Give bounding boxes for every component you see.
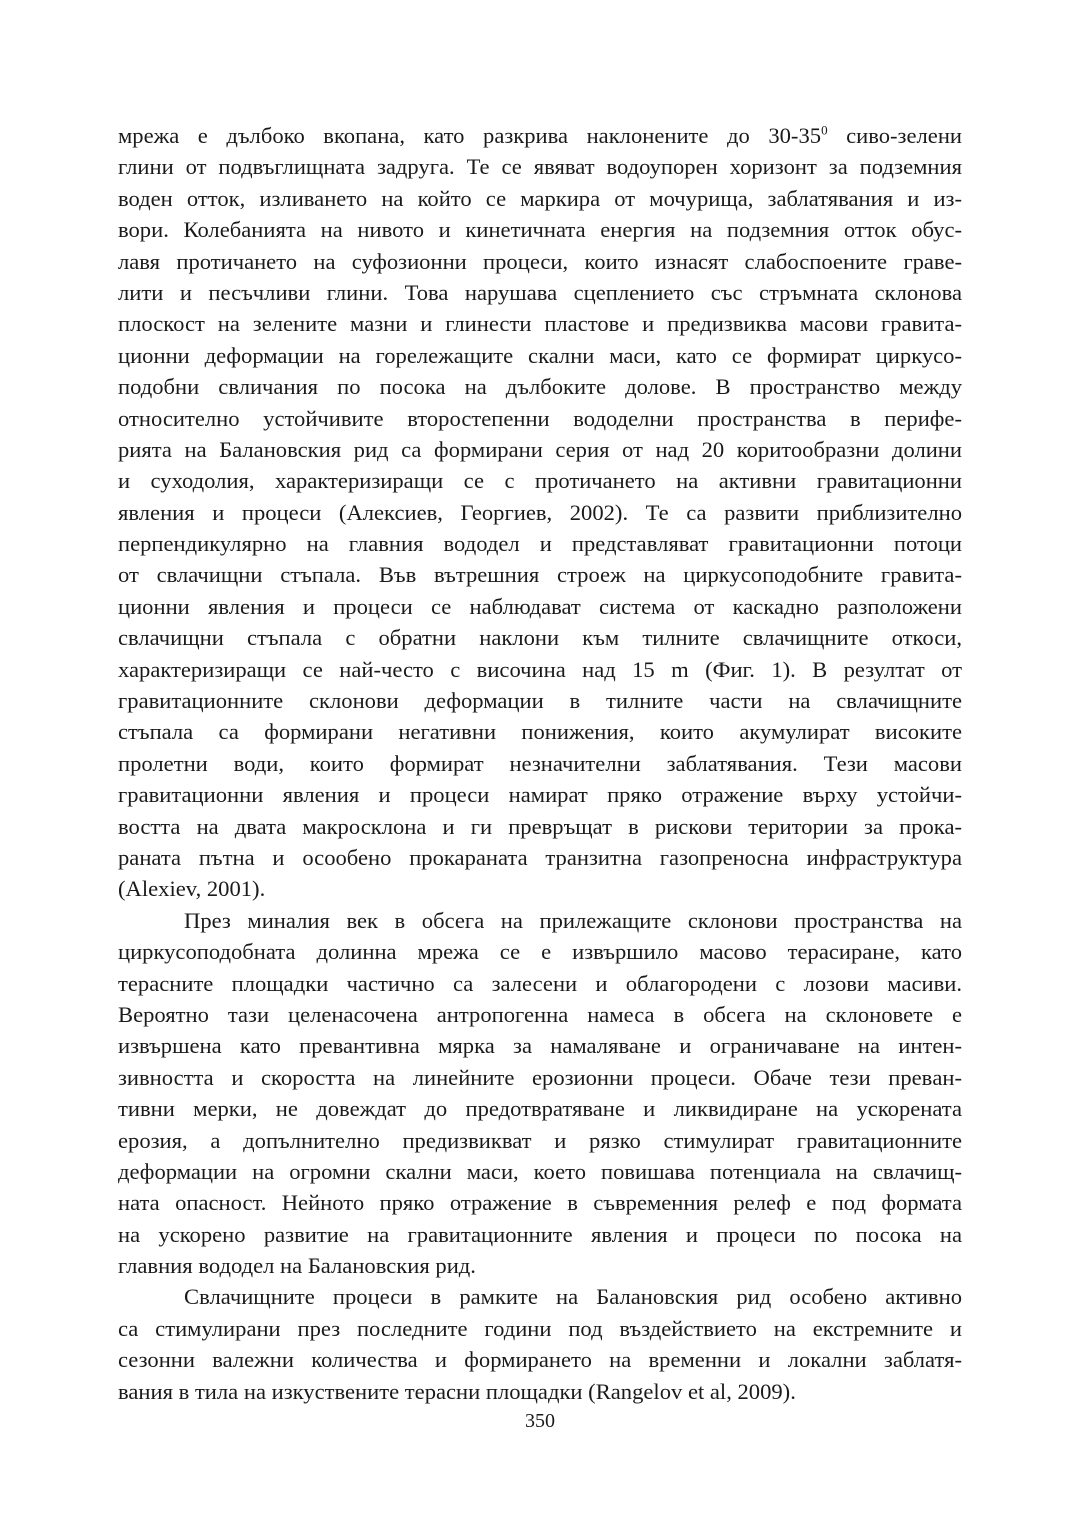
text-line: ционни деформации на горележащите скални маси, като се формират циркусо-	[118, 342, 962, 368]
text-line: относително устойчивите второстепенни вододелни пространства в перифе-	[118, 405, 962, 431]
degree-superscript: 0	[821, 122, 828, 138]
paragraph	[118, 120, 962, 905]
text-line: ционни явления и процеси се наблюдават система от каскадно разположени	[118, 593, 962, 619]
text-line: (Alexiev, 2001).	[118, 876, 266, 902]
text-line: През миналия век в обсега на прилежащите склонови пространства на	[184, 907, 962, 933]
page-number: 350	[525, 1410, 555, 1432]
paragraph	[118, 1281, 962, 1407]
text-line: вания в тила на изкуствените терасни площадки (Rangelov et al, 2009).	[118, 1378, 796, 1404]
text-line: главния вододел на Балановския рид.	[118, 1253, 476, 1279]
paragraph	[118, 905, 962, 1282]
text-line: востта на двата макросклона и ги превръщат в рискови територии за прока-	[118, 813, 962, 839]
text-line: деформации на огромни скални маси, което повишава потенциала на свлачищ-	[118, 1158, 962, 1184]
text-line: лити и песъчливи глини. Това нарушава сцеплението със стръмната склонова	[118, 279, 962, 305]
body-text	[118, 120, 962, 1407]
text-line: раната пътна и осообено прокараната транзитна газопреносна инфраструктура	[118, 844, 962, 870]
text-line: перпендикулярно на главния вододел и представляват гравитационни потоци	[118, 531, 962, 557]
text-line: характеризиращи се най-често с височина над 15 m (Фиг. 1). В резултат от	[118, 656, 962, 682]
text-line: от свлачищни стъпала. Във вътрешния строеж на циркусоподобните гравита-	[118, 562, 962, 588]
text-line: свлачищни стъпала с обратни наклони към тилните свлачищните откоси,	[118, 625, 962, 651]
text-line: пролетни води, които формират незначителни заблатявания. Тези масови	[118, 750, 962, 776]
text-line: ната опасност. Нейното пряко отражение в съвременния релеф е под формата	[118, 1190, 962, 1216]
text-line: извършена като превантивна мярка за намаляване и ограничаване на интен-	[118, 1033, 962, 1059]
text-line: са стимулирани през последните години под въздействието на екстремните и	[118, 1315, 962, 1341]
text-line	[118, 120, 962, 151]
text-line: подобни свличания по посока на дълбоките долове. В пространство между	[118, 374, 962, 400]
text-line: рията на Балановския рид са формирани серия от над 20 коритообразни долини	[118, 436, 962, 462]
text-line: вори. Колебанията на нивото и кинетичната енергия на подземния отток обус-	[118, 217, 962, 243]
text-line: глини от подвъглищната задруга. Те се явяват водоупорен хоризонт за подземния	[118, 154, 962, 180]
text-line: терасните площадки частично са залесени и облагородени с лозови масиви.	[118, 970, 962, 996]
line-tail: сиво-зелени	[827, 123, 963, 148]
text-line: Вероятно тази целенасочена антропогенна намеса в обсега на склоновете е	[118, 1001, 962, 1027]
text-line: зивността и скоростта на линейните ерозионни процеси. Обаче тези превaн-	[118, 1064, 962, 1090]
text-line: на ускорено развитие на гравитационните явления и процеси по посока на	[118, 1221, 962, 1247]
text-line: сезонни валежни количества и формирането на временни и локални заблатя-	[118, 1347, 962, 1373]
text-line: гравитационните склонови деформации в тилните части на свлачищните	[118, 688, 962, 714]
text-line: стъпала са формирани негативни понижения, които акумулират високите	[118, 719, 962, 745]
text-line: явления и процеси (Алексиев, Георгиев, 2002). Те са развити приблизително	[118, 499, 962, 525]
line-text: мрежа е дълбоко вкопана, като разкрива наклонените до 30-35	[118, 123, 822, 148]
text-line: циркусоподобната долинна мрежа се е извършило масово терасиране, като	[118, 939, 962, 965]
text-line: и суходолия, характеризиращи се с протичането на активни гравитационни	[118, 468, 962, 494]
text-line: плоскост на зелените мазни и глинести пластове и предизвиква масови гравита-	[118, 311, 962, 337]
text-line: лавя протичането на суфозионни процеси, които изнасят слабоспоените граве-	[118, 248, 962, 274]
text-line: тивни мерки, не довеждат до предотвратяване и ликвидиране на ускорената	[118, 1096, 962, 1122]
text-line: воден отток, изливането на който се маркира от мочурища, заблатявания и из-	[118, 185, 962, 211]
text-line: гравитационни явления и процеси намират пряко отражение върху устойчи-	[118, 782, 962, 808]
text-line: ерозия, а допълнително предизвикват и рязко стимулират гравитационните	[118, 1127, 962, 1153]
text-line: Свлачищните процеси в рамките на Балановския рид особено активно	[184, 1284, 962, 1310]
